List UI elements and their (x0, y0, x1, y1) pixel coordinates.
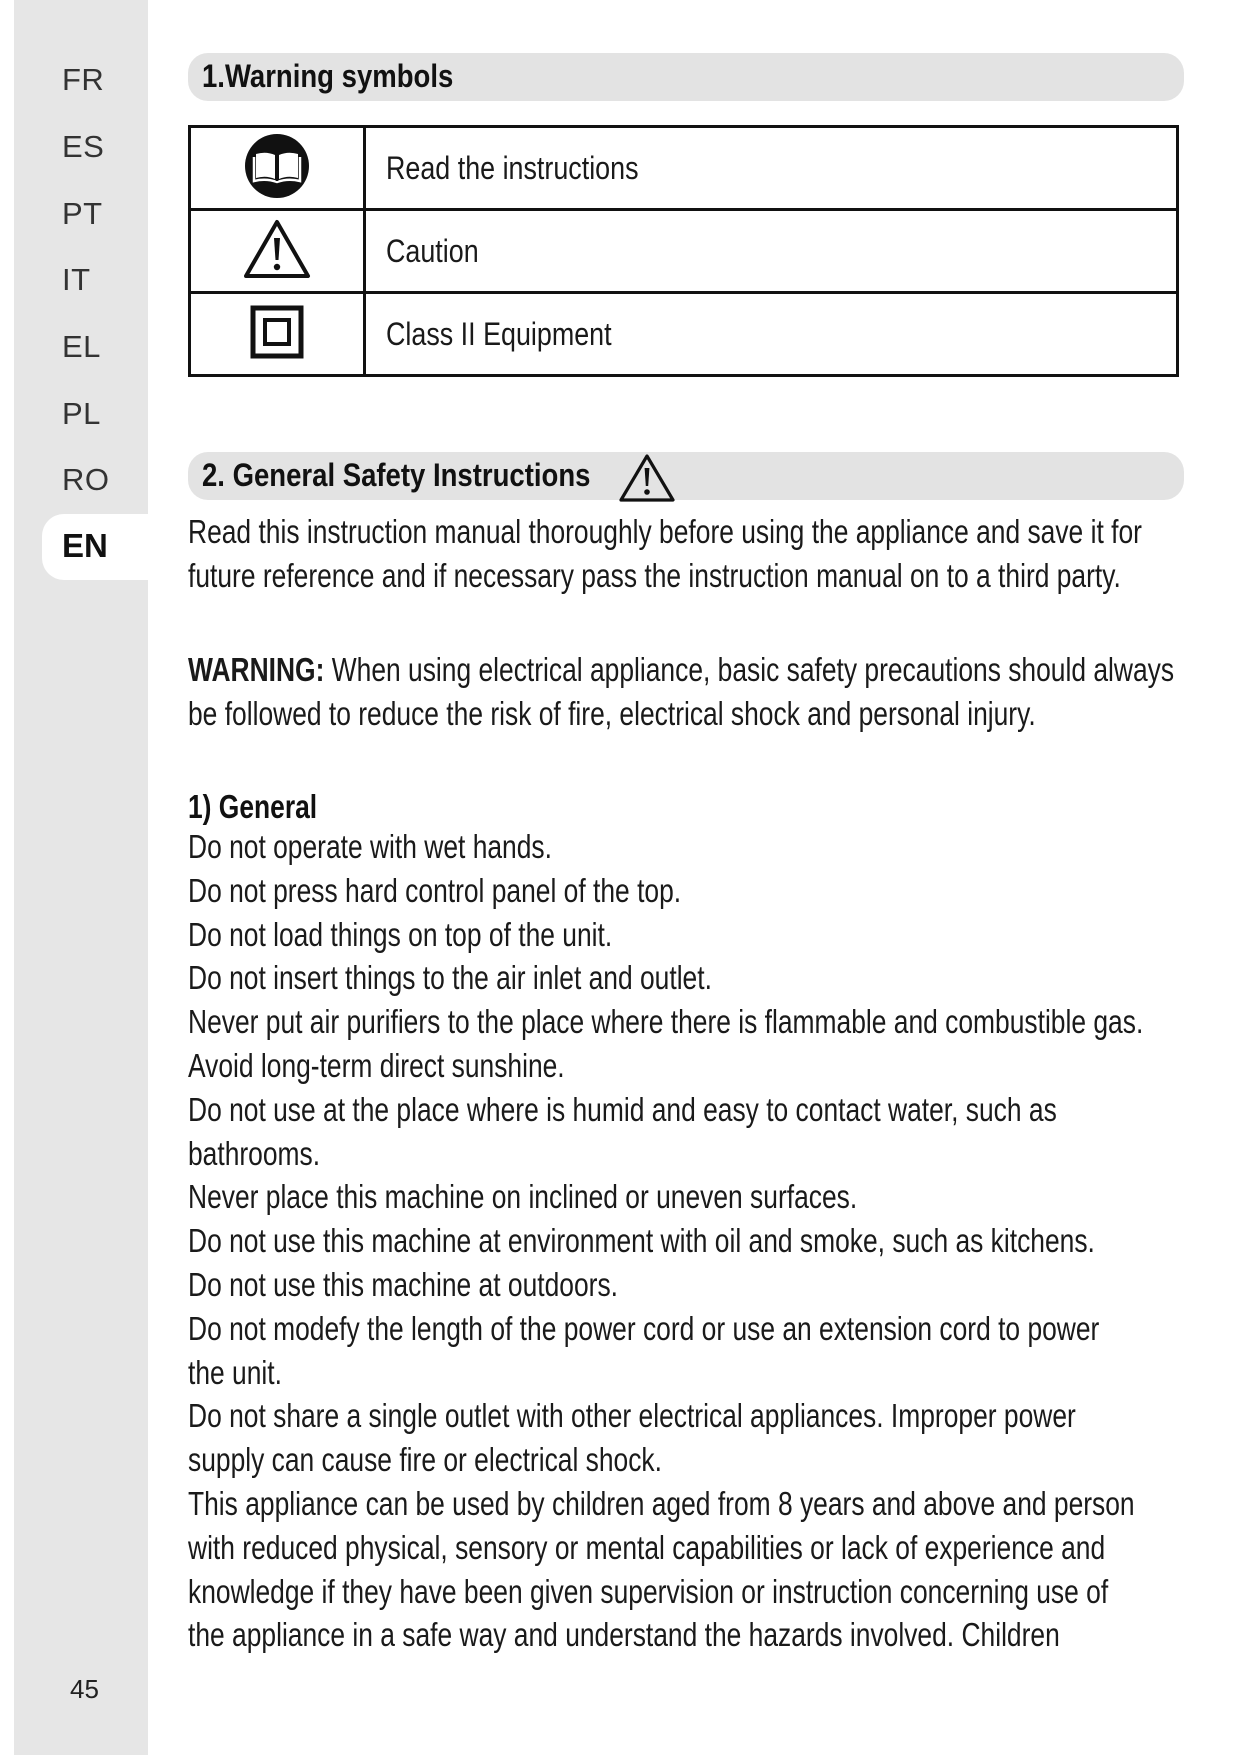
warning-paragraph (188, 648, 1188, 736)
list-item: Avoid long-term direct sunshine. (188, 1046, 565, 1084)
general-subheading: 1) General (188, 788, 318, 825)
read-instructions-icon (244, 133, 310, 199)
lang-ro[interactable]: RO (62, 462, 110, 497)
lang-it[interactable]: IT (62, 262, 91, 297)
list-item: bathrooms. (188, 1134, 321, 1172)
lang-es[interactable]: ES (62, 129, 105, 164)
list-item: Do not use at the place where is humid and easy to contact water, such as (188, 1090, 1057, 1128)
text-line (188, 648, 1175, 692)
list-item: knowledge if they have been given supervision or instruction concerning use of (188, 1572, 1109, 1610)
class-ii-equipment-icon (250, 305, 304, 359)
list-item: Never put air purifiers to the place where there is flammable and combustible gas. (188, 1003, 1144, 1041)
list-item: supply can cause fire or electrical shock. (188, 1441, 662, 1479)
warning-text: When using electrical appliance, basic safety precautions should always (324, 651, 1175, 688)
list-item: Do not press hard control panel of the top. (188, 871, 682, 909)
lang-pt[interactable]: PT (62, 196, 103, 231)
warning-label: WARNING: (188, 651, 325, 688)
symbol-label-cell (365, 210, 1178, 293)
text-line: be followed to reduce the risk of fire, electrical shock and personal injury. (188, 695, 1036, 732)
section-heading-general-safety (188, 452, 1184, 500)
list-item: Do not operate with wet hands. (188, 828, 552, 865)
list-item: Never place this machine on inclined or uneven surfaces. (188, 1178, 858, 1216)
caution-triangle-icon (243, 218, 311, 280)
lang-fr[interactable]: FR (62, 62, 105, 97)
caution-triangle-icon (618, 453, 676, 503)
section-heading-warning-symbols (188, 53, 1184, 101)
symbol-cell (190, 127, 365, 210)
list-item: Do not modefy the length of the power cord or use an extension cord to power (188, 1309, 1100, 1347)
list-item: Do not insert things to the air inlet and outlet. (188, 959, 712, 997)
symbol-label-cell (365, 293, 1178, 376)
text-line: Read this instruction manual thoroughly before using the appliance and save it for (188, 513, 1142, 550)
symbol-cell (190, 210, 365, 293)
symbol-label: Read the instructions (386, 149, 639, 186)
list-item: Do not use this machine at outdoors. (188, 1265, 618, 1303)
symbol-cell (190, 293, 365, 376)
symbol-label-cell (365, 127, 1178, 210)
symbol-label: Class II Equipment (386, 315, 612, 352)
list-item: the unit. (188, 1353, 282, 1391)
list-item: Do not load things on top of the unit. (188, 915, 613, 953)
text-line: future reference and if necessary pass the instruction manual on to a third party. (188, 557, 1121, 594)
general-instructions (188, 825, 1188, 1657)
page-number: 45 (70, 1674, 99, 1704)
lang-el[interactable]: EL (62, 329, 101, 364)
table-row (190, 127, 1178, 210)
intro-paragraph (188, 510, 1188, 598)
warning-symbols-table (188, 125, 1179, 377)
lang-pl[interactable]: PL (62, 396, 101, 431)
list-item: with reduced physical, sensory or mental capabilities or lack of experience and (188, 1528, 1106, 1566)
list-item: Do not share a single outlet with other electrical appliances. Improper power (188, 1397, 1076, 1435)
list-item: Do not use this machine at environment with oil and smoke, such as kitchens. (188, 1222, 1095, 1260)
lang-en-active[interactable]: EN (62, 527, 108, 564)
list-item: This appliance can be used by children aged from 8 years and above and person (188, 1484, 1135, 1522)
section-title: 2. General Safety Instructions (202, 457, 591, 493)
table-row (190, 210, 1178, 293)
table-row (190, 293, 1178, 376)
symbol-label: Caution (386, 232, 479, 269)
section-title: 1.Warning symbols (202, 58, 454, 94)
list-item: the appliance in a safe way and understand the hazards involved. Children (188, 1616, 1060, 1654)
